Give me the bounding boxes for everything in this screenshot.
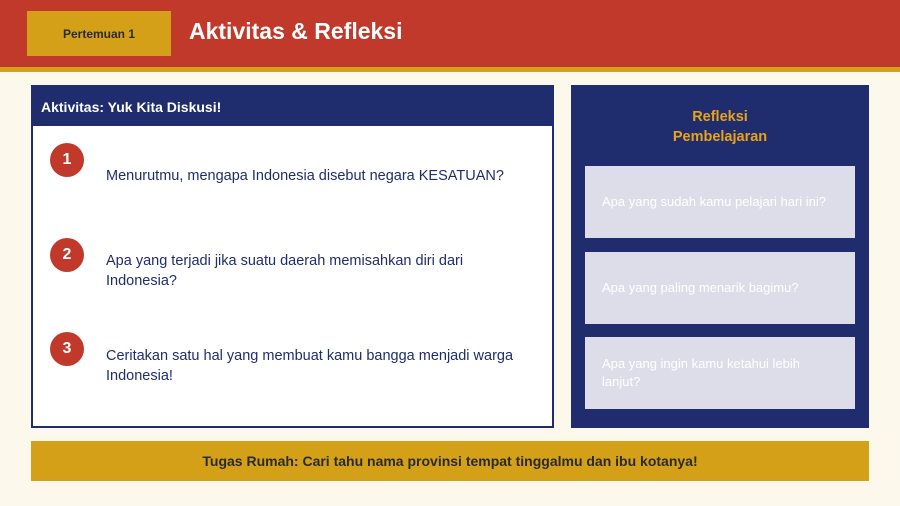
reflection-panel	[571, 85, 869, 428]
reflection-title	[571, 107, 869, 147]
question-text: Menurutmu, mengapa Indonesia disebut negara KESATUAN?	[106, 168, 504, 184]
question-text: Apa yang terjadi jika suatu daerah memisahkan diri dari Indonesia?	[106, 253, 464, 289]
meeting-badge: Pertemuan 1	[27, 11, 171, 56]
reflection-prompt: Apa yang paling menarik bagimu?	[585, 252, 855, 324]
question-text: Ceritakan satu hal yang membuat kamu bangga menjadi warga Indonesia!	[106, 348, 514, 384]
activity-card	[31, 85, 554, 428]
question-number-badge: 1	[50, 143, 84, 177]
question-number-badge: 3	[50, 332, 84, 366]
header-divider	[0, 67, 900, 72]
homework-banner: Tugas Rumah: Cari tahu nama provinsi tempat tinggalmu dan ibu kotanya!	[31, 441, 869, 481]
reflection-prompt: Apa yang ingin kamu ketahui lebih lanjut?	[585, 337, 855, 409]
page-title: Aktivitas & Refleksi	[189, 18, 403, 44]
question-number-badge: 2	[50, 238, 84, 272]
activity-heading: Aktivitas: Yuk Kita Diskusi!	[33, 87, 552, 126]
reflection-title-line: Refleksi	[692, 109, 748, 125]
reflection-title-line: Pembelajaran	[672, 129, 768, 145]
reflection-prompt: Apa yang sudah kamu pelajari hari ini?	[585, 166, 855, 238]
